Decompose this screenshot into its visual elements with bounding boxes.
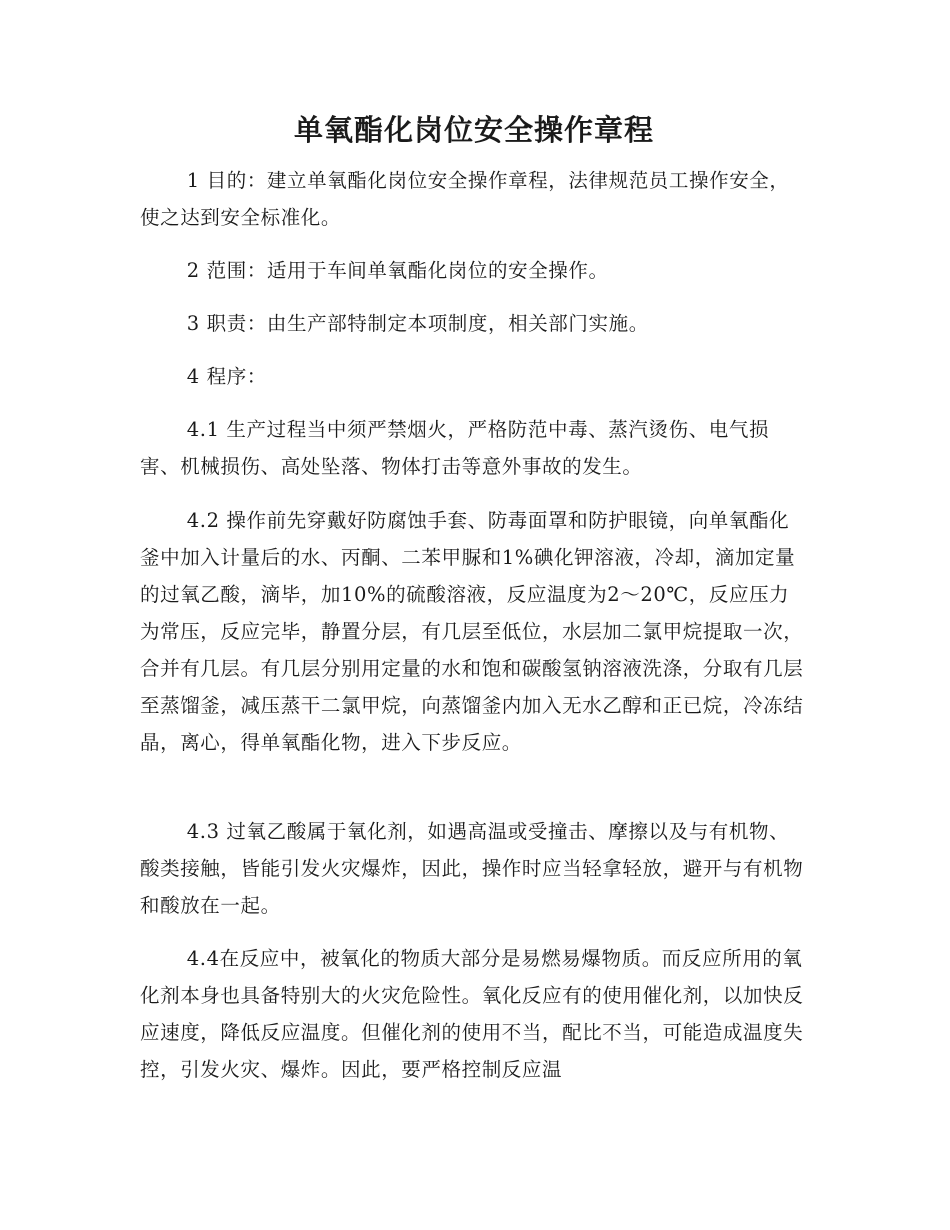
- paragraph-procedure-heading: 4 程序：: [186, 365, 267, 388]
- paragraph-scope: 2 范围：适用于车间单氧酯化岗位的安全操作。: [186, 259, 609, 282]
- paragraph-4-2: 4.2 操作前先穿戴好防腐蚀手套、防毒面罩和防护眼镜，向单氧酯化釜中加入计量后的水、丙酮、二苯甲脲和1%碘化钾溶液，冷却，滴加定量的过氧乙酸，滴毕，加10%的硫酸溶液，反应温度为2～20℃，反应压力为常压，反应完毕，静置分层，有几层至低位，水层加二氯甲烷提取一次，合并有几层。有几层分别用定量的水和饱和碳酸氢钠溶液洗涤，分取有几层至蒸馏釜，减压蒸干二氯甲烷，向蒸馏釜内加入无水乙醇和正已烷，冷冻结晶，离心，得单氧酯化物，进入下步反应。: [140, 509, 804, 754]
- paragraph-4-1: 4.1 生产过程当中须严禁烟火，严格防范中毒、蒸汽烫伤、电气损害、机械损伤、高处坠落、物体打击等意外事故的发生。: [140, 418, 770, 478]
- paragraph-4-3: 4.3 过氧乙酸属于氧化剂，如遇高温或受撞击、摩擦以及与有机物、酸类接触，皆能引发火灾爆炸，因此，操作时应当轻拿轻放，避开与有机物和酸放在一起。: [140, 820, 804, 917]
- paragraph-purpose: 1 目的：建立单氧酯化岗位安全操作章程，法律规范员工操作安全，使之达到安全标准化。: [140, 169, 790, 229]
- paragraph-4-4: 4.4在反应中，被氧化的物质大部分是易燃易爆物质。而反应所用的氧化剂本身也具备特别大的火灾危险性。氧化反应有的使用催化剂，以加快反应速度，降低反应温度。但催化剂的使用不当，配比不当，可能造成温度失控，引发火灾、爆炸。因此，要严格控制反应温: [140, 947, 804, 1081]
- paragraph-responsibility: 3 职责：由生产部特制定本项制度，相关部门实施。: [186, 312, 649, 335]
- document-title: 单氧酯化岗位安全操作章程: [293, 113, 654, 147]
